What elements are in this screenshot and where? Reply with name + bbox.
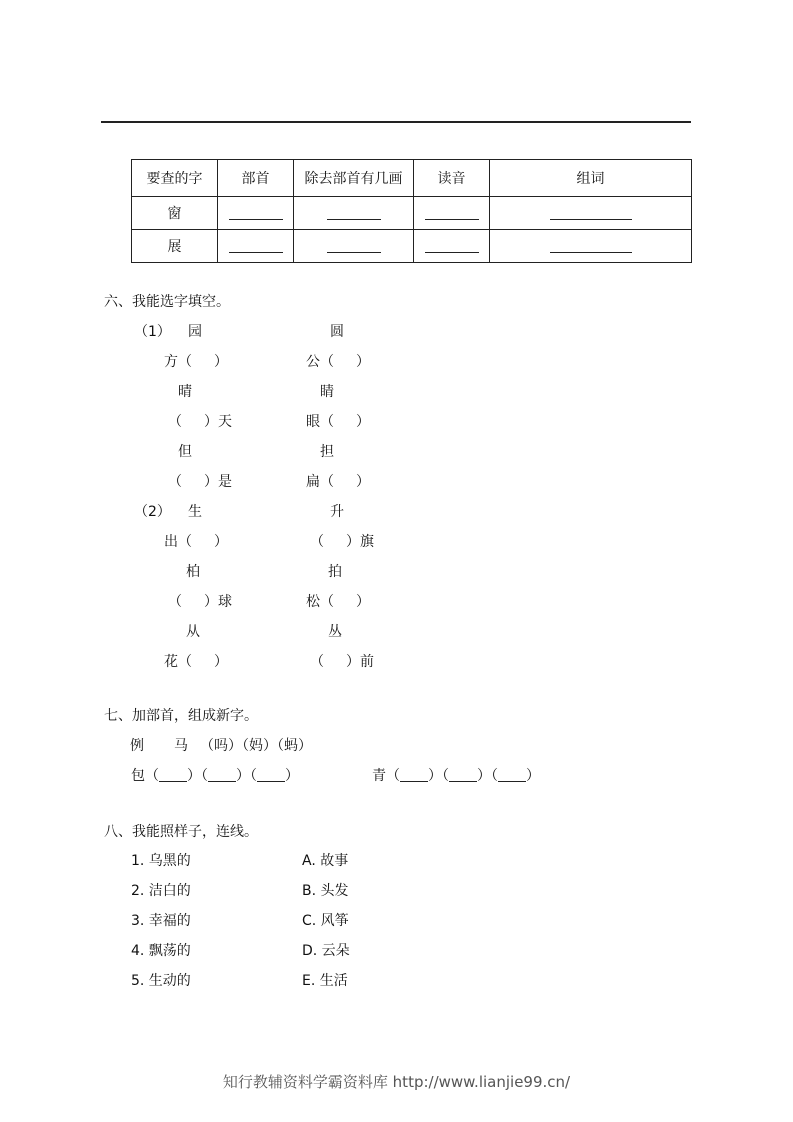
match-right-item[interactable]: B. 头发 bbox=[302, 883, 349, 899]
fill-pre: 眼（ bbox=[306, 414, 334, 430]
stroke-count-blank[interactable] bbox=[294, 197, 414, 230]
radical-blank[interactable] bbox=[218, 230, 294, 263]
fill-post: ）前 bbox=[346, 654, 374, 670]
choice-char: 柏 bbox=[186, 564, 200, 580]
fill-pre: 出（ bbox=[164, 534, 192, 550]
fill-post: ） bbox=[356, 414, 370, 430]
section-6-title: 六、我能选字填空。 bbox=[104, 294, 230, 310]
choice-char: 升 bbox=[330, 504, 344, 520]
fill-pre: 方（ bbox=[164, 354, 192, 370]
match-right-item[interactable]: D. 云朵 bbox=[302, 943, 350, 959]
fill-pre: （ bbox=[168, 594, 182, 610]
table-row bbox=[132, 197, 692, 230]
fill-blank[interactable] bbox=[164, 531, 228, 551]
fill-blank[interactable] bbox=[168, 411, 232, 431]
fill-pre: （ bbox=[168, 474, 182, 490]
fill-post: ）球 bbox=[204, 594, 232, 610]
fill-post: ） bbox=[356, 474, 370, 490]
choice-char: 晴 bbox=[178, 384, 192, 400]
example-label: 例 bbox=[130, 738, 144, 754]
answer-blank[interactable] bbox=[449, 767, 477, 782]
table-row bbox=[132, 230, 692, 263]
table-header-cell: 除去部首有几画 bbox=[294, 160, 414, 197]
fill-post: ） bbox=[214, 354, 228, 370]
word-blank[interactable] bbox=[490, 197, 692, 230]
fill-blank[interactable] bbox=[164, 651, 228, 671]
fill-blank[interactable] bbox=[306, 411, 370, 431]
table-header-cell: 要查的字 bbox=[132, 160, 218, 197]
choice-char: 睛 bbox=[320, 384, 334, 400]
example-answers: （吗）（妈）（蚂） bbox=[200, 738, 312, 754]
part-1-label: （1） bbox=[134, 324, 171, 340]
fill-post: ） bbox=[356, 354, 370, 370]
answer-blank[interactable] bbox=[208, 767, 236, 782]
table-header-cell: 部首 bbox=[218, 160, 294, 197]
choice-char: 圆 bbox=[330, 324, 344, 340]
match-left-item[interactable]: 4. 飘荡的 bbox=[131, 943, 191, 959]
fill-blank[interactable] bbox=[306, 351, 370, 371]
fill-post: ）是 bbox=[204, 474, 232, 490]
base-char: 包 bbox=[131, 768, 145, 784]
radical-question: 青（ ）（ ）（ ） bbox=[372, 768, 540, 784]
match-right-item[interactable]: A. 故事 bbox=[302, 853, 349, 869]
fill-post: ）旗 bbox=[346, 534, 374, 550]
fill-blank[interactable] bbox=[168, 471, 232, 491]
section-7-title: 七、加部首，组成新字。 bbox=[104, 708, 258, 724]
fill-post: ） bbox=[214, 534, 228, 550]
answer-blank[interactable] bbox=[257, 767, 285, 782]
answer-blank[interactable] bbox=[498, 767, 526, 782]
stroke-count-blank[interactable] bbox=[294, 230, 414, 263]
fill-blank[interactable] bbox=[164, 351, 228, 371]
section-8-title: 八、我能照样子，连线。 bbox=[104, 824, 258, 840]
lookup-char: 展 bbox=[132, 230, 218, 263]
example-char: 马 bbox=[174, 738, 188, 754]
choice-char: 从 bbox=[186, 624, 200, 640]
fill-blank[interactable] bbox=[168, 591, 232, 611]
fill-post: ） bbox=[214, 654, 228, 670]
base-char: 青 bbox=[372, 768, 386, 784]
choice-char: 担 bbox=[320, 444, 334, 460]
table-header-cell: 组词 bbox=[490, 160, 692, 197]
fill-post: ）天 bbox=[204, 414, 232, 430]
fill-pre: 公（ bbox=[306, 354, 334, 370]
fill-blank[interactable] bbox=[306, 471, 370, 491]
fill-blank[interactable] bbox=[310, 531, 374, 551]
radical-blank[interactable] bbox=[218, 197, 294, 230]
header-rule bbox=[101, 121, 691, 123]
lookup-char: 窗 bbox=[132, 197, 218, 230]
part-2-label: （2） bbox=[134, 504, 171, 520]
fill-pre: 松（ bbox=[306, 594, 334, 610]
fill-pre: （ bbox=[310, 534, 324, 550]
fill-blank[interactable] bbox=[310, 651, 374, 671]
pronunciation-blank[interactable] bbox=[414, 197, 490, 230]
choice-char: 生 bbox=[188, 504, 202, 520]
answer-blank[interactable] bbox=[159, 767, 187, 782]
fill-pre: 扁（ bbox=[306, 474, 334, 490]
fill-pre: （ bbox=[310, 654, 324, 670]
choice-char: 丛 bbox=[328, 624, 342, 640]
answer-blank[interactable] bbox=[400, 767, 428, 782]
pronunciation-blank[interactable] bbox=[414, 230, 490, 263]
fill-pre: （ bbox=[168, 414, 182, 430]
match-right-item[interactable]: C. 风筝 bbox=[302, 913, 349, 929]
choice-char: 拍 bbox=[328, 564, 342, 580]
fill-blank[interactable] bbox=[306, 591, 370, 611]
fill-pre: 花（ bbox=[164, 654, 192, 670]
fill-post: ） bbox=[356, 594, 370, 610]
match-left-item[interactable]: 3. 幸福的 bbox=[131, 913, 191, 929]
footer-watermark: 知行教辅资料学霸资料库 http://www.lianjie99.cn/ bbox=[222, 1073, 571, 1091]
radical-question: 包（ ）（ ）（ ） bbox=[131, 768, 299, 784]
table-header-cell: 读音 bbox=[414, 160, 490, 197]
character-lookup-table bbox=[131, 159, 692, 263]
match-right-item[interactable]: E. 生活 bbox=[302, 973, 348, 989]
match-left-item[interactable]: 2. 洁白的 bbox=[131, 883, 191, 899]
word-blank[interactable] bbox=[490, 230, 692, 263]
table-header-row bbox=[132, 160, 692, 197]
choice-char: 园 bbox=[188, 324, 202, 340]
match-left-item[interactable]: 5. 生动的 bbox=[131, 973, 191, 989]
choice-char: 但 bbox=[178, 444, 192, 460]
match-left-item[interactable]: 1. 乌黑的 bbox=[131, 853, 191, 869]
